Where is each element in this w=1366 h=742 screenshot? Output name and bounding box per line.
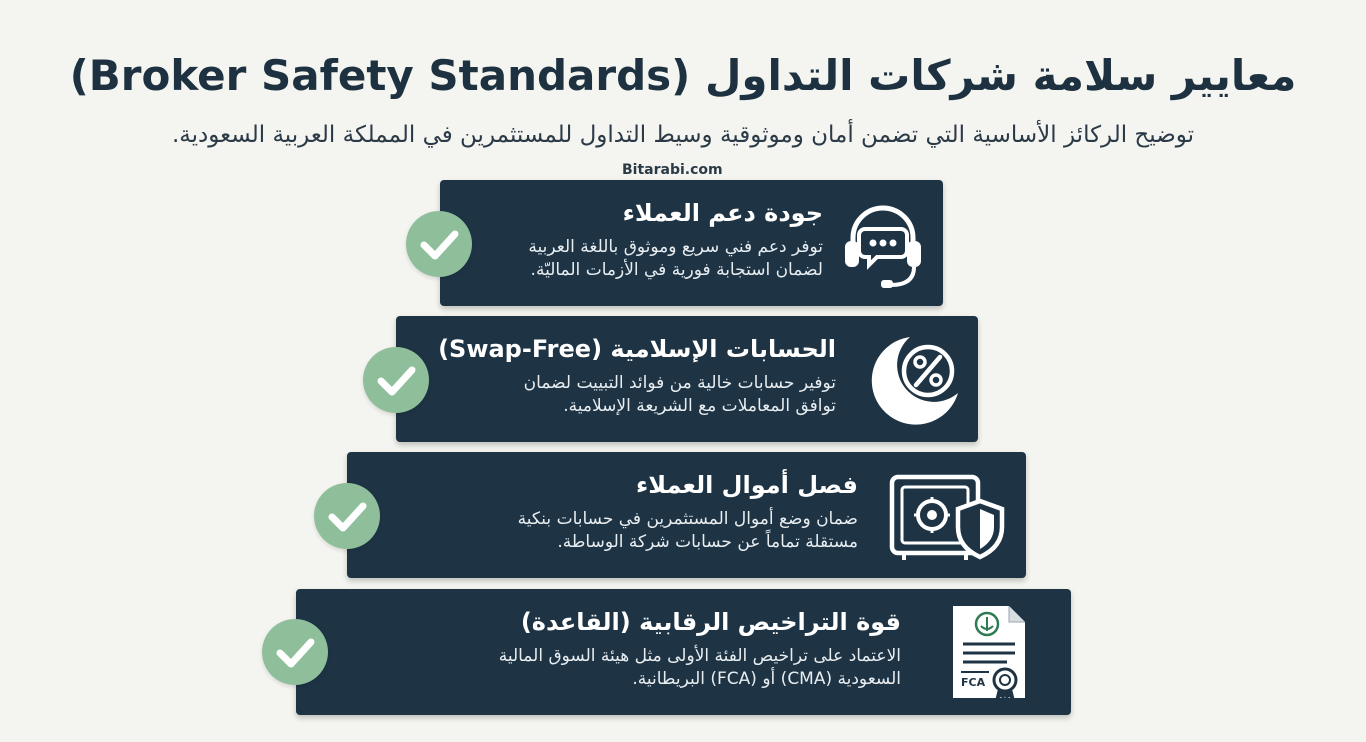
license-certificate-icon xyxy=(949,602,1029,702)
card-regulatory-licenses xyxy=(296,589,1071,715)
card-desc-line: ضمان وضع أموال المستثمرين في حسابات بنكية xyxy=(517,509,858,529)
card-desc-line: مستقلة تماماً عن حسابات شركة الوساطة. xyxy=(557,532,858,552)
safe-shield-icon xyxy=(886,465,1006,565)
page-subtitle: توضيح الركائز الأساسية التي تضمن أمان وموثوقية وسيط التداول للمستثمرين في المملكة العربية السعودية. xyxy=(171,122,1195,148)
card-title: جودة دعم العملاء xyxy=(622,199,823,227)
card-title: فصل أموال العملاء xyxy=(635,471,858,499)
check-icon xyxy=(314,483,380,549)
headset-chat-icon xyxy=(833,193,933,293)
card-desc-line: الاعتماد على تراخيص الفئة الأولى مثل هيئة السوق المالية xyxy=(498,646,901,666)
card-title: الحسابات الإسلامية (Swap-Free) xyxy=(438,335,836,363)
page-title: معايير سلامة شركات التداول (Broker Safety Standards) xyxy=(69,51,1297,100)
card-islamic-accounts xyxy=(396,316,978,442)
card-title: قوة التراخيص الرقابية (القاعدة) xyxy=(520,608,901,636)
card-segregated-funds xyxy=(347,452,1026,578)
card-desc-line: توافق المعاملات مع الشريعة الإسلامية. xyxy=(563,396,836,416)
check-icon xyxy=(406,211,472,277)
certificate-mark: FCA xyxy=(961,676,986,689)
card-desc-line: توفير حسابات خالية من فوائد التبييت لضمان xyxy=(523,373,836,393)
card-customer-support xyxy=(440,180,943,306)
card-desc-line: السعودية (CMA) أو (FCA) البريطانية. xyxy=(632,669,901,689)
check-icon xyxy=(363,347,429,413)
check-icon xyxy=(262,619,328,685)
card-desc-line: توفر دعم فني سريع وموثوق باللغة العربية xyxy=(528,237,823,257)
card-desc-line: لضمان استجابة فورية في الأزمات الماليّة. xyxy=(530,260,823,280)
crescent-percent-icon xyxy=(864,329,964,429)
watermark: Bitarabi.com xyxy=(622,162,723,178)
